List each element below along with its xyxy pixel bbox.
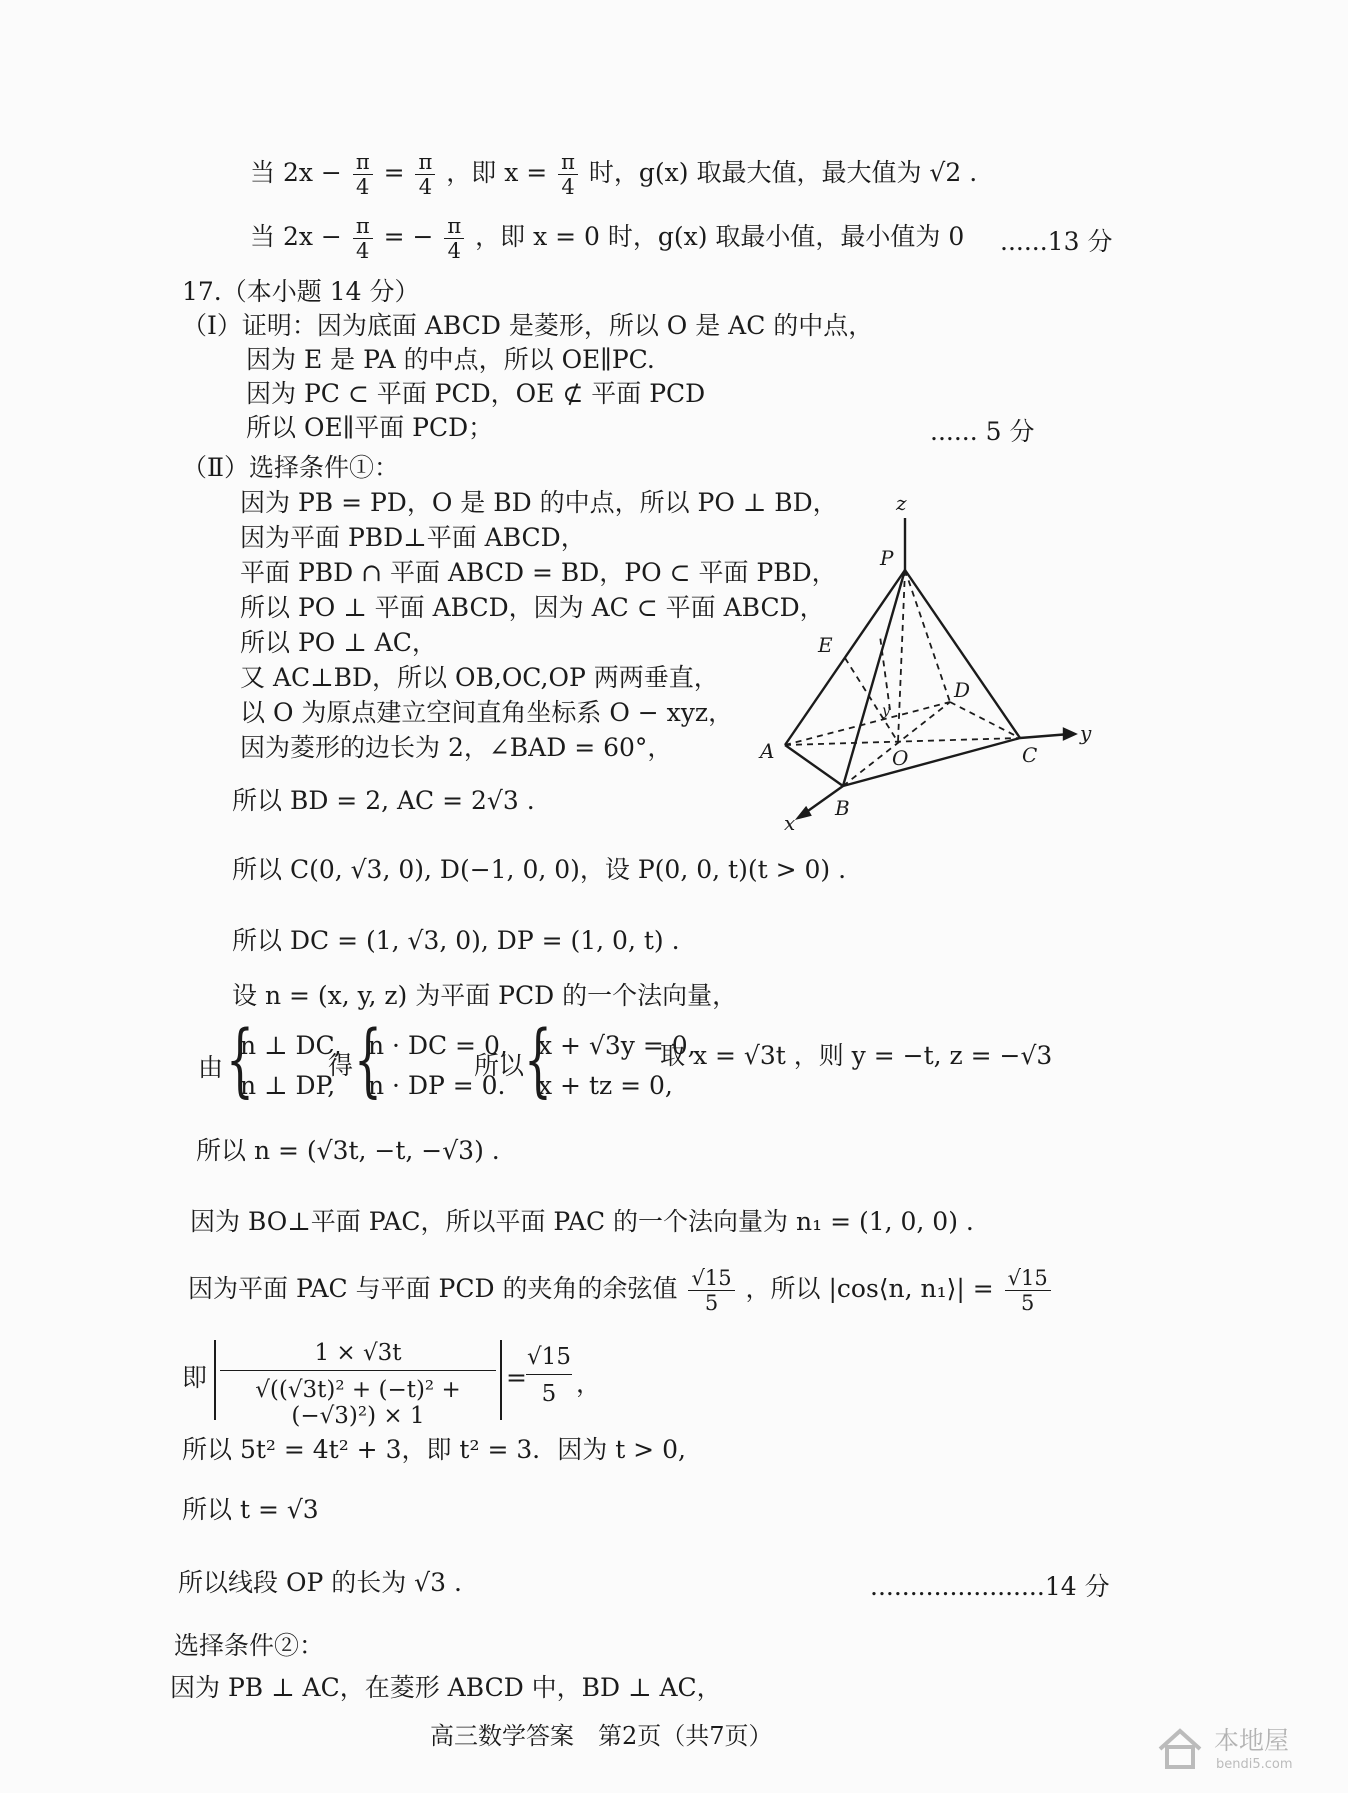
system-lead: 由 <box>198 1053 224 1082</box>
part2-line-6: 又 AC⊥BD，所以 OB,OC,OP 两两垂直， <box>240 663 719 692</box>
part2-line-9: 所以 BD = 2, AC = 2√3 . <box>232 786 535 815</box>
edge-PD <box>905 570 950 702</box>
brace: { <box>524 1013 552 1106</box>
big-fraction-numerator: 1 × √3t <box>220 1340 496 1371</box>
segment-PO <box>898 570 905 742</box>
fraction <box>415 150 435 199</box>
label-y-small: y <box>882 703 890 719</box>
diag-AC <box>785 738 1020 745</box>
part2-line-2: 因为平面 PBD⊥平面 ABCD， <box>240 523 586 552</box>
label-A: A <box>760 739 775 763</box>
part2-line-3: 平面 PBD ∩ 平面 ABCD = BD，PO ⊂ 平面 PBD， <box>240 558 837 587</box>
equation-equals: = <box>506 1363 527 1392</box>
text-segment: 因为平面 PAC 与平面 PCD 的夹角的余弦值 <box>188 1274 678 1304</box>
t-line-2: 所以 t = √3 <box>182 1495 319 1524</box>
label-E: E <box>818 633 833 657</box>
abs-bar-right <box>500 1340 502 1420</box>
text-segment: = − <box>383 222 434 252</box>
edge-PC <box>905 570 1020 738</box>
fraction <box>353 214 373 263</box>
label-z: z <box>896 491 907 515</box>
fraction-numerator: √15 <box>688 1266 734 1291</box>
fraction-denominator: 4 <box>356 239 370 264</box>
part2-line-8: 因为菱形的边长为 2，∠BAD = 60°， <box>240 733 673 762</box>
t-line-3: 所以线段 OP 的长为 √3 . <box>178 1568 462 1597</box>
edge-BC <box>843 738 1020 786</box>
fraction <box>558 150 578 199</box>
solution-line-max <box>250 150 977 199</box>
part1-line-2: 因为 E 是 PA 的中点，所以 OE∥PC. <box>246 345 655 374</box>
fraction-denominator: 4 <box>561 175 575 200</box>
rhs-fraction <box>526 1344 572 1407</box>
page-footer: 高三数学答案 第2页（共7页） <box>430 1722 773 1750</box>
t-line-1: 所以 5t² = 4t² + 3，即 t² = 3．因为 t > 0, <box>182 1435 686 1464</box>
diag-BD <box>843 702 950 786</box>
text-segment: ，所以 |cos⟨n, n₁⟩| = <box>745 1274 994 1304</box>
fraction <box>1005 1266 1051 1315</box>
part2-line-11: 所以 DC = (1, √3, 0), DP = (1, 0, t) . <box>232 926 680 955</box>
text-segment: 当 2x − <box>250 222 342 252</box>
fraction-denominator: 4 <box>418 175 433 200</box>
big-fraction <box>220 1340 496 1429</box>
label-C: C <box>1022 743 1038 767</box>
y-axis-arrow <box>1064 729 1075 739</box>
score-mark-13: ......13 分 <box>1000 227 1113 256</box>
condition2-header: 选择条件②： <box>174 1631 325 1660</box>
x-axis-arrow <box>798 808 810 818</box>
part2-header: （Ⅱ）选择条件①： <box>182 453 399 482</box>
label-B: B <box>835 796 850 820</box>
text-segment: 当 2x − <box>250 158 342 188</box>
fraction-denominator: 5 <box>704 1291 719 1316</box>
label-y: y <box>1080 721 1092 745</box>
part2-line-12: 设 n = (x, y, z) 为平面 PCD 的一个法向量， <box>232 981 738 1010</box>
part1-line-1: （Ⅰ）证明：因为底面 ABCD 是菱形，所以 O 是 AC 的中点， <box>182 311 874 340</box>
segment-OE <box>845 658 898 742</box>
rhs-numerator: √15 <box>526 1344 572 1375</box>
part1-line-4: 所以 OE∥平面 PCD； <box>246 413 494 442</box>
fraction-numerator: π <box>415 150 435 175</box>
fraction-denominator: 4 <box>447 239 461 264</box>
fraction-numerator: √15 <box>1005 1266 1051 1291</box>
fraction-numerator: π <box>444 214 464 239</box>
fraction-numerator: π <box>558 150 578 175</box>
part2-line-4: 所以 PO ⊥ 平面 ABCD，因为 AC ⊂ 平面 ABCD， <box>240 593 825 622</box>
equation-lead: 即 <box>182 1363 208 1392</box>
solution-line-min <box>250 214 964 263</box>
label-x: x <box>784 811 796 835</box>
part2-line-7: 以 O 为原点建立空间直角坐标系 O − xyz， <box>240 698 734 727</box>
part2-line-10: 所以 C(0, √3, 0), D(−1, 0, 0)，设 P(0, 0, t)(t > 0) . <box>232 855 847 884</box>
system3-row2: x + tz = 0, <box>538 1071 673 1100</box>
normal-vector-line: 所以 n = (√3t, −t, −√3) . <box>196 1136 500 1165</box>
fraction-numerator: π <box>353 150 373 175</box>
system1-row1: n ⊥ DC, <box>240 1031 342 1060</box>
system-so: 所以 <box>474 1051 525 1080</box>
label-D: D <box>954 678 971 702</box>
system3-row1: x + √3y = 0, <box>538 1031 696 1060</box>
cosine-line <box>188 1266 1054 1315</box>
edge-AB <box>785 745 843 786</box>
edge-DC <box>950 702 1020 738</box>
abs-bar-left <box>214 1340 216 1420</box>
brace: { <box>226 1013 254 1106</box>
fraction <box>353 150 373 199</box>
bo-normal-line: 因为 BO⊥平面 PAC，所以平面 PAC 的一个法向量为 n₁ = (1, 0, 0) . <box>190 1207 974 1236</box>
part1-line-3: 因为 PC ⊂ 平面 PCD，OE ⊄ 平面 PCD <box>246 379 706 408</box>
fraction-denominator: 4 <box>356 175 370 200</box>
fraction-numerator: π <box>353 214 373 239</box>
house-icon <box>1156 1727 1204 1771</box>
label-O: O <box>892 746 909 770</box>
y-axis <box>1020 734 1070 738</box>
system1-row2: n ⊥ DP, <box>240 1071 336 1100</box>
watermark-url: bendi5.com <box>1216 1757 1293 1772</box>
equation-end: ， <box>576 1369 602 1398</box>
fraction <box>444 214 464 263</box>
big-fraction-denominator: √((√3t)² + (−t)² + (−√3)²) × 1 <box>255 1377 461 1429</box>
system2-row2: n · DP = 0. <box>368 1071 506 1100</box>
score-mark-5: ...... 5 分 <box>930 417 1035 446</box>
system2-row1: n · DC = 0, <box>368 1031 508 1060</box>
text-segment: ，即 x = 0 时，g(x) 取最小值，最小值为 0 <box>475 222 965 252</box>
system-de: 得 <box>328 1051 354 1080</box>
text-segment: 时，g(x) 取最大值，最大值为 √2 . <box>588 158 978 188</box>
part2-line-5: 所以 PO ⊥ AC， <box>240 628 437 657</box>
y-axis-hidden <box>880 636 890 710</box>
label-P: P <box>880 546 894 570</box>
rhs-denominator: 5 <box>541 1381 557 1407</box>
text-segment: = <box>383 158 413 188</box>
part2-line-1: 因为 PB = PD，O 是 BD 的中点，所以 PO ⊥ BD， <box>240 488 838 517</box>
problem-17-header: 17.（本小题 14 分） <box>182 277 420 306</box>
system-tail: 取 x = √3t ，则 y = −t, z = −√3 <box>660 1041 1053 1070</box>
pyramid-figure <box>740 490 1100 840</box>
text-segment: ，即 x = <box>446 158 548 188</box>
watermark-logo <box>1156 1719 1326 1779</box>
fraction-denominator: 5 <box>1021 1291 1035 1316</box>
brace: { <box>354 1013 382 1106</box>
score-mark-14: ......................14 分 <box>870 1572 1110 1601</box>
watermark-name: 本地屋 <box>1214 1726 1290 1755</box>
condition2-line: 因为 PB ⊥ AC，在菱形 ABCD 中，BD ⊥ AC， <box>170 1673 722 1702</box>
fraction <box>688 1266 734 1315</box>
